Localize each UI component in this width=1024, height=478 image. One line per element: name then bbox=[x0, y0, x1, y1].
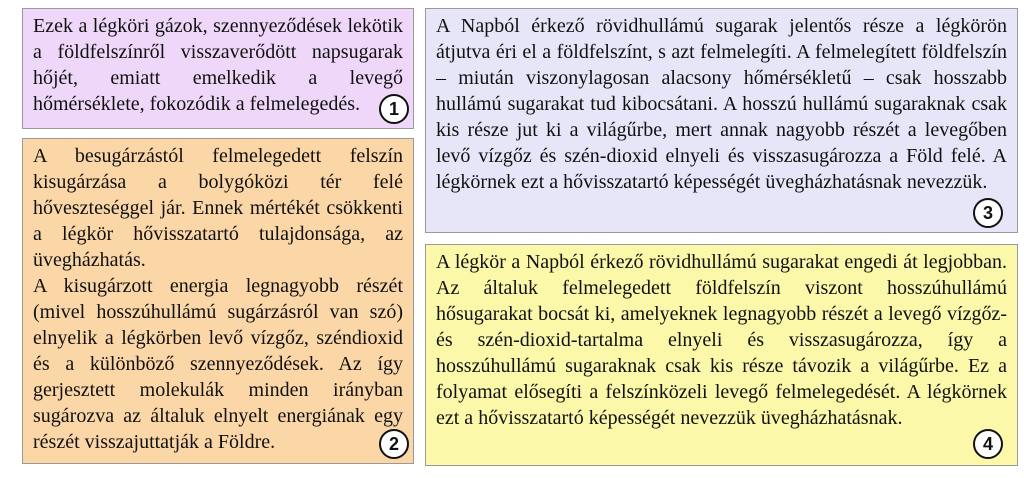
box-4-paragraph-1: A légkör a Napból érkező rövidhullámú sugarakat engedi át legjobban. Az általuk felmelegedett földfelszín viszont hosszúhullámú hősugarakat bocsát ki, amelyeknek legnagyobb részét a levegő vízgőz- és szén-dioxid-tartalma elnyeli és visszasugározza, így a hosszúhullámú sugaraknak csak kis része távozik a világűrbe. Ez a folyamat elősegíti a felszínközeli levegő felmelegedését. A légkörnek ezt a hővisszatartó képességét nevezzük üvegházhatásnak. bbox=[436, 251, 1007, 429]
text-box-1 bbox=[22, 8, 414, 129]
box-3-number-badge: 3 bbox=[973, 198, 1003, 228]
box-4-number-badge: 4 bbox=[973, 429, 1003, 459]
box-2-paragraph-2: A kisugárzott energia legnagyobb részét (mivel hosszúhullámú sugárzásról van szó) elnyelik a légkörben levő vízgőz, széndioxid és a különböző szennyeződések. Az így gerjesztett molekulák minden irányban sugározva az általuk elnyelt energiának egy részét visszajuttatják a Földre. bbox=[33, 275, 403, 453]
text-box-3 bbox=[425, 8, 1018, 233]
text-box-4 bbox=[425, 244, 1018, 466]
box-2-paragraph-1: A besugárzástól felmelegedett felszín kisugárzása a bolygóközi tér felé hőveszteséggel jár. Ennek mértékét csökkenti a légkör hővisszatartó tulajdonsága, az üvegházhatás. bbox=[33, 145, 403, 271]
box-2-number-badge: 2 bbox=[379, 429, 409, 459]
box-3-paragraph-1: A Napból érkező rövidhullámú sugarak jelentős része a légkörön átjutva éri el a földfelszínt, s azt felmelegíti. A felmelegített földfelszín – miután viszonylagosan alacsony hőmérsékletű – csak hosszabb hullámú sugarakat tud kibocsátani. A hosszú hullámú sugaraknak csak kis része jut ki a világűrbe, mert annak nagyobb részét a levegőben levő vízgőz és szén-dioxid elnyeli és visszasugározza a Föld felé. A légkörnek ezt a hővisszatartó képességét üvegházhatásnak nevezzük. bbox=[436, 15, 1007, 193]
box-1-paragraph-1: Ezek a légköri gázok, szennyeződések lekötik a földfelszínről visszaverődött napsugarak hőjét, emiatt emelkedik a levegő hőmérséklete, fokozódik a felmelegedés. bbox=[33, 15, 403, 115]
text-box-2 bbox=[22, 138, 414, 464]
box-1-number-badge: 1 bbox=[379, 94, 409, 124]
